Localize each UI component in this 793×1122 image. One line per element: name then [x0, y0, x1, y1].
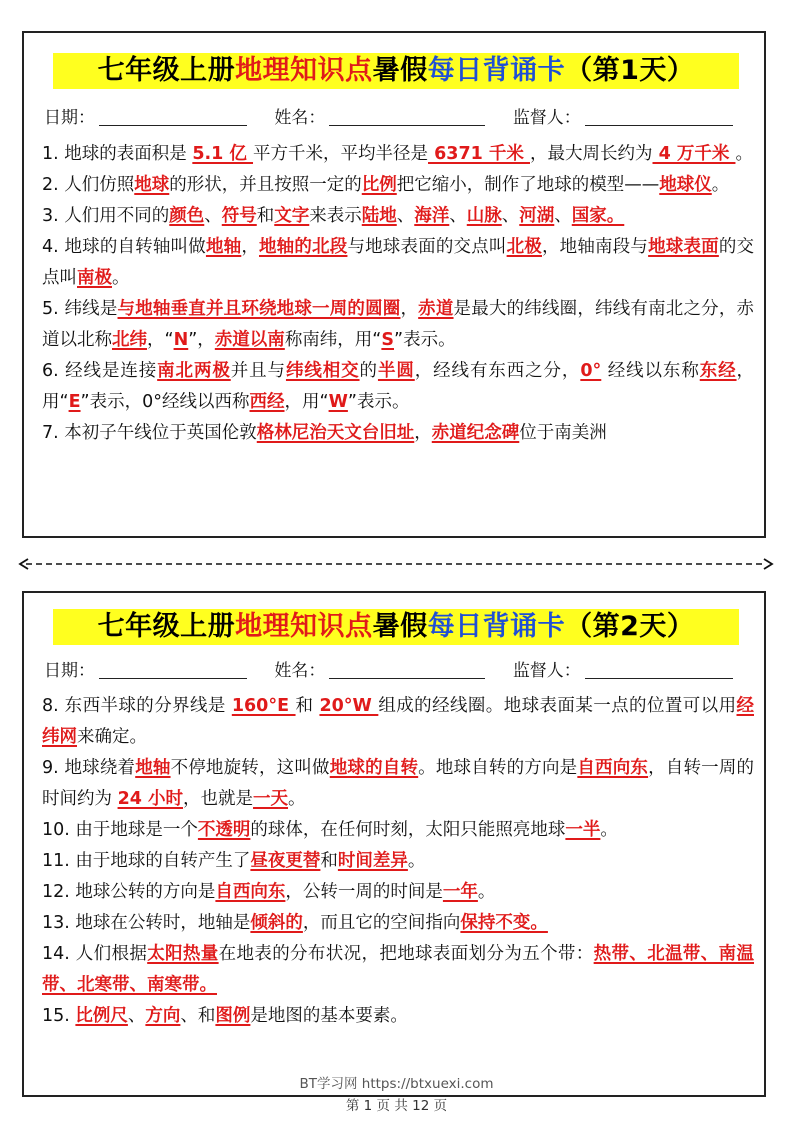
key-answer: S [381, 330, 394, 350]
key-answer: 颜色 [169, 206, 205, 226]
key-answer: 自西向东 [215, 882, 286, 902]
key-answer: 西经 [249, 392, 285, 412]
item-text: 。 [112, 268, 130, 288]
key-answer: 地球表面 [648, 237, 719, 257]
item-text: ，最大周长约为 [530, 144, 653, 164]
key-answer: 陆地 [361, 206, 397, 226]
supervisor-label: 监督人： [512, 661, 581, 681]
title-day: （第2天） [565, 611, 695, 642]
key-answer: 图例 [215, 1006, 251, 1026]
key-answer: 5.1 亿 [192, 144, 254, 164]
key-answer: 北纬 [112, 330, 147, 350]
item-text: 。 [600, 820, 618, 840]
knowledge-item [42, 939, 754, 1001]
knowledge-item [42, 139, 754, 170]
item-text: 的 [359, 361, 378, 381]
key-answer: 赤道以南 [214, 330, 285, 350]
item-text: 。 [288, 789, 306, 809]
key-answer: 与地轴垂直并且环绕地球一周的圆圈 [117, 299, 401, 319]
item-text: 、 [554, 206, 572, 226]
key-answer: 热带、北温带、南温带、北寒带、南寒带。 [42, 944, 755, 995]
item-text: 的交点叫 [42, 237, 755, 288]
item-text: 、 [204, 206, 222, 226]
knowledge-item [42, 170, 754, 201]
item-text: 1. 地球的表面积是 [42, 144, 193, 164]
key-answer: 160°E [231, 696, 296, 716]
key-answer: 河湖 [519, 206, 555, 226]
key-answer: 国家。 [571, 206, 625, 226]
item-text: 、 [127, 1006, 146, 1026]
item-text: ”， [188, 330, 215, 350]
item-text: ，自转一周的时间约为 [42, 758, 755, 809]
site-watermark: BT学习网 https://btxuexi.com [299, 1076, 494, 1092]
item-text: ，用“ [42, 361, 755, 412]
item-text: 4. 地球的自转轴叫做 [42, 237, 206, 257]
item-text: 和 [295, 696, 320, 716]
item-text: 来表示 [309, 206, 362, 226]
item-text: ”表示，0°经线以西称 [80, 392, 250, 412]
item-text: 。地球自转的方向是 [418, 758, 578, 778]
key-answer: E [68, 392, 81, 412]
card-meta-row [44, 103, 748, 128]
key-answer: 一天 [253, 789, 289, 809]
item-text: 与地球表面的交点叫 [347, 237, 507, 257]
item-text: 并且与 [230, 361, 286, 381]
item-text: 在地表的分布状况，把地球表面划分为五个带： [218, 944, 594, 964]
date-blank[interactable] [99, 111, 247, 126]
item-text: 14. 人们根据 [42, 944, 148, 964]
key-answer: 地轴 [135, 758, 171, 778]
key-answer: 太阳热量 [147, 944, 219, 964]
supervisor-blank[interactable] [585, 111, 733, 126]
item-text: 15. [42, 1006, 76, 1026]
item-text: ，也就是 [183, 789, 254, 809]
item-text: 组成的经线圈。地球表面某一点的位置可以用 [378, 696, 737, 716]
knowledge-item [42, 691, 754, 753]
knowledge-item [42, 815, 754, 846]
knowledge-item [42, 232, 754, 294]
knowledge-item [42, 294, 754, 356]
item-text: 、 [501, 206, 520, 226]
item-text: 来确定。 [77, 727, 147, 747]
item-text: 5. 纬线是 [42, 299, 118, 319]
date-label: 日期： [44, 108, 95, 128]
item-text: 不停地旋转，这叫做 [170, 758, 330, 778]
name-label: 姓名： [274, 108, 326, 128]
key-answer: 方向 [145, 1006, 181, 1026]
title-subject: 地理知识点 [235, 611, 373, 642]
key-answer: 20°W [319, 696, 379, 716]
date-blank[interactable] [99, 664, 247, 679]
key-answer: 南北两极 [157, 361, 231, 381]
title-card: 每日背诵卡 [427, 611, 566, 642]
item-text: 。 [711, 175, 730, 195]
item-text: 、 [449, 206, 467, 226]
key-answer: 北极 [506, 237, 542, 257]
item-text: ，而且它的空间指向 [302, 913, 461, 933]
date-label: 日期： [44, 661, 95, 681]
title-subject: 地理知识点 [235, 55, 373, 86]
title-card: 每日背诵卡 [427, 55, 566, 86]
key-answer: 一半 [565, 820, 601, 840]
item-text: 、和 [180, 1006, 216, 1026]
key-answer: 地球 [134, 175, 170, 195]
key-answer: 倾斜的 [250, 913, 303, 933]
key-answer: 纬线相交 [285, 361, 360, 381]
item-text: 7. 本初子午线位于英国伦敦 [42, 423, 257, 443]
key-answer: 半圆 [377, 361, 415, 381]
item-text: 平方千米，平均半径是 [253, 144, 429, 164]
key-answer: 地球仪 [659, 175, 712, 195]
item-text: 、 [396, 206, 415, 226]
item-text: ， [400, 299, 419, 319]
title-day: （第1天） [565, 55, 695, 86]
supervisor-label: 监督人： [512, 108, 581, 128]
key-answer: 比例 [361, 175, 397, 195]
knowledge-item [42, 1001, 754, 1032]
supervisor-blank[interactable] [585, 664, 733, 679]
title-grade: 七年级上册 [97, 55, 236, 86]
item-text: 9. 地球绕着 [42, 758, 136, 778]
card-body [42, 691, 754, 1032]
key-answer: 地轴的北段 [259, 237, 348, 257]
item-text: ，地轴南段与 [541, 237, 649, 257]
recitation-card-day1 [22, 31, 766, 538]
item-text: 是最大的纬线圈，纬线有南北之分，赤道以北称 [42, 299, 755, 350]
item-text: ，公转一周的时间是 [285, 882, 443, 902]
item-text: ”表示。 [347, 392, 410, 412]
key-answer: 24 小时 [117, 789, 184, 809]
item-text: 称南纬，用“ [284, 330, 382, 350]
key-answer: 比例尺 [75, 1006, 128, 1026]
key-answer: N [173, 330, 189, 350]
item-text: ，经线有东西之分， [414, 361, 581, 381]
name-label: 姓名： [274, 661, 326, 681]
key-answer: 海洋 [414, 206, 450, 226]
arrow-right-icon [764, 559, 772, 569]
key-answer: 地球的自转 [329, 758, 419, 778]
key-answer: 自西向东 [577, 758, 649, 778]
knowledge-item [42, 356, 754, 418]
item-text: 是地图的基本要素。 [250, 1006, 408, 1026]
key-answer: 0° [580, 361, 602, 381]
key-answer: 东经 [699, 361, 737, 381]
card-body [42, 139, 754, 449]
page-number: 第 1 页 共 12 页 [345, 1098, 448, 1114]
key-answer: 格林尼治天文台旧址 [256, 423, 415, 443]
key-answer: 南极 [77, 268, 112, 288]
key-answer: 地轴 [205, 237, 242, 257]
item-text: 8. 东西半球的分界线是 [42, 696, 232, 716]
name-blank[interactable] [329, 664, 485, 679]
item-text: 12. 地球公转的方向是 [42, 882, 216, 902]
key-answer: W [328, 392, 348, 412]
title-grade: 七年级上册 [97, 611, 236, 642]
knowledge-item [42, 908, 754, 939]
item-text: 2. 人们仿照 [42, 175, 135, 195]
knowledge-item [42, 418, 754, 449]
item-text: 11. 由于地球的自转产生了 [42, 851, 251, 871]
knowledge-item [42, 877, 754, 908]
item-text: 3. 人们用不同的 [42, 206, 170, 226]
card-meta-row [44, 656, 748, 681]
recitation-card-day2 [22, 591, 766, 1097]
knowledge-item [42, 753, 754, 815]
item-text: 。 [477, 882, 496, 902]
title-summer: 暑假 [372, 611, 428, 642]
key-answer: 赤道 [418, 299, 454, 319]
item-text: 位于南美洲 [519, 423, 607, 443]
key-answer: 一年 [442, 882, 478, 902]
item-text: 。 [735, 144, 753, 164]
item-text: 的形状，并且按照一定的 [169, 175, 362, 195]
item-text: 13. 地球在公转时，地轴是 [42, 913, 251, 933]
key-answer: 符号 [221, 206, 257, 226]
item-text: 10. 由于地球是一个 [42, 820, 198, 840]
key-answer: 经纬网 [42, 696, 754, 747]
item-text: 和 [320, 851, 338, 871]
cut-line-divider [18, 557, 774, 571]
item-text: 经线以东称 [601, 361, 700, 381]
knowledge-item [42, 846, 754, 877]
key-answer: 赤道纪念碑 [431, 423, 520, 443]
item-text: 把它缩小，制作了地球的模型—— [396, 175, 660, 195]
key-answer: 6371 千米 [428, 144, 530, 164]
knowledge-item [42, 201, 754, 232]
item-text: 6. 经线是连接 [42, 361, 158, 381]
key-answer: 山脉 [466, 206, 502, 226]
item-text: ， [241, 237, 259, 257]
item-text: 。 [407, 851, 426, 871]
item-text: ，用“ [284, 392, 329, 412]
key-answer: 时间差异 [337, 851, 408, 871]
key-answer: 文字 [274, 206, 310, 226]
item-text: ”表示。 [394, 330, 456, 350]
card-title [53, 609, 739, 645]
key-answer: 保持不变。 [460, 913, 548, 933]
card-title [53, 53, 739, 89]
title-summer: 暑假 [372, 55, 428, 86]
item-text: ， [414, 423, 432, 443]
item-text: 的球体，在任何时刻，太阳只能照亮地球 [250, 820, 566, 840]
key-answer: 昼夜更替 [250, 851, 321, 871]
key-answer: 不透明 [197, 820, 251, 840]
name-blank[interactable] [329, 111, 485, 126]
key-answer: 4 万千米 [652, 144, 736, 164]
item-text: ，“ [147, 330, 174, 350]
item-text: 和 [256, 206, 275, 226]
